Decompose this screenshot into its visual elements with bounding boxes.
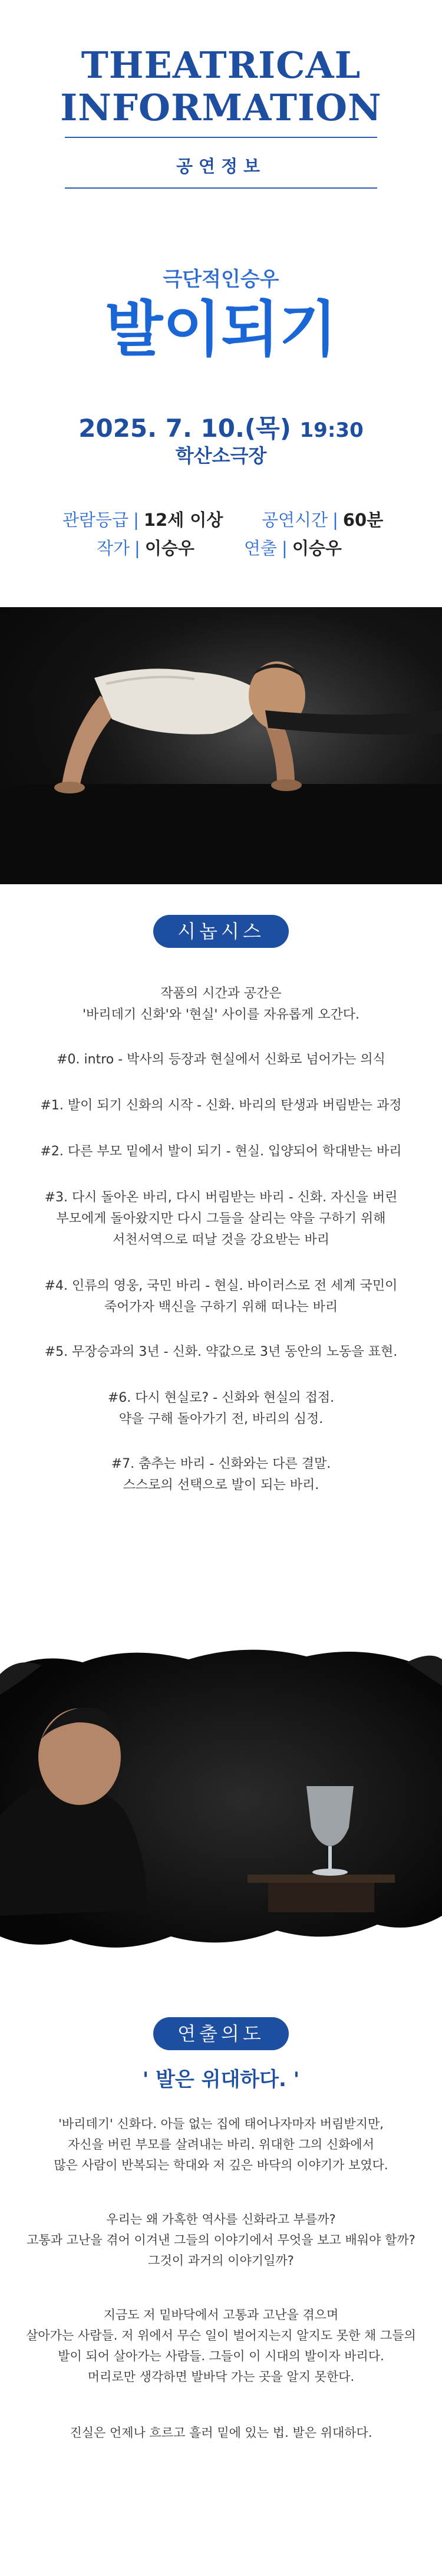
synopsis-line: 스스로의 선택으로 발이 되는 바리. — [123, 1478, 319, 1493]
synopsis-line: #5. 무장승과의 3년 - 신화. 약값으로 3년 동안의 노동을 표현. — [44, 1345, 398, 1359]
synopsis-line: #7. 춤추는 바리 - 신화와는 다른 결말. — [111, 1457, 331, 1471]
synopsis-line: 약을 구해 돌아가기 전, 바리의 심정. — [118, 1412, 324, 1427]
direction-paragraph-3 — [0, 2305, 442, 2387]
runtime-value: 60분 — [342, 510, 384, 530]
synopsis-line: '바리데기 신화'와 '현실' 사이를 자유롭게 오간다. — [83, 1007, 359, 1022]
synopsis-scene-5 — [0, 1342, 442, 1363]
direction-line: 발이 되어 살아가는 사람들. 그들이 이 시대의 발이자 바리다. — [58, 2349, 384, 2363]
direction-line: 머리로만 생각하면 발바닥 가는 곳을 알지 못한다. — [87, 2370, 355, 2384]
synopsis-scene-7 — [0, 1454, 442, 1496]
direction-line: 우리는 왜 가혹한 역사를 신화라고 부를까? — [106, 2212, 336, 2226]
synopsis-heading: 시놉시스 — [153, 915, 289, 948]
divider-bottom — [65, 187, 377, 189]
direction-line: 많은 사람이 반복되는 학대와 저 깊은 바닥의 이야기가 보였다. — [54, 2158, 388, 2172]
direction-paragraph-2 — [0, 2209, 442, 2271]
runtime — [262, 507, 383, 531]
troupe-name: 극단적인승우 — [163, 268, 279, 291]
age-rating — [62, 507, 223, 531]
heading-information: INFORMATION — [60, 86, 382, 129]
synopsis-line: #3. 다시 돌아온 바리, 다시 버림받는 바리 - 신화. 자신을 버린 — [44, 1190, 398, 1205]
synopsis-line: #6. 다시 현실로? - 신화와 현실의 접점. — [107, 1391, 335, 1405]
direction-line: 고통과 고난을 겪어 이겨낸 그들의 이야기에서 무엇을 보고 배워야 할까? — [27, 2233, 415, 2247]
synopsis-line: 서천서역으로 떠날 것을 강요받는 바리 — [112, 1233, 329, 1247]
synopsis-scene-3 — [0, 1187, 442, 1251]
synopsis-line: 부모에게 돌아왔지만 다시 그들을 살리는 약을 구하기 위해 — [56, 1211, 386, 1226]
synopsis-line: 작품의 시간과 공간은 — [160, 986, 282, 1001]
time-text: 19:30 — [299, 419, 364, 442]
synopsis-line: #2. 다른 부모 밑에서 발이 되기 - 현실. 입양되어 학대받는 바리 — [40, 1144, 402, 1159]
performance-date — [0, 409, 442, 444]
play-title: 발이되기 — [104, 295, 338, 365]
direction-line: '바리데기' 신화다. 아들 없는 집에 태어나자마자 버림받지만, — [58, 2117, 384, 2131]
director-value: 이승우 — [292, 538, 342, 558]
synopsis-scene-4 — [0, 1276, 442, 1318]
synopsis-line: #0. intro - 박사의 등장과 현실에서 신화로 넘어가는 의식 — [57, 1052, 385, 1067]
heading-subtitle: 공연정보 — [176, 156, 266, 176]
stage-photo-pushup — [0, 607, 442, 884]
direction-paragraph-4 — [0, 2423, 442, 2443]
heading-theatrical: THEATRICAL — [81, 44, 361, 87]
runtime-label: 공연시간 — [262, 510, 328, 530]
synopsis-scene-6 — [0, 1388, 442, 1430]
separator: | — [134, 538, 140, 558]
direction-line: 진실은 언제나 흐르고 흘러 밑에 있는 법. 발은 위대하다. — [70, 2426, 372, 2440]
divider-top — [65, 137, 377, 138]
stage-photo-glass — [0, 1639, 442, 1981]
separator: | — [332, 510, 338, 530]
date-text: 2025. 7. 10.(목) — [78, 414, 291, 443]
synopsis-line: #4. 인류의 영웅, 국민 바리 - 현실. 바이러스로 전 세계 국민이 — [44, 1279, 398, 1293]
venue: 학산소극장 — [175, 444, 267, 467]
direction-line: 살아가는 사람들. 저 위에서 무슨 일이 벌어지는지 알지도 못한 채 그들의 — [26, 2328, 416, 2343]
writer-value: 이승우 — [144, 538, 194, 558]
performer-glass-illustration — [0, 1639, 442, 1981]
direction-line: 지금도 저 밑바닥에서 고통과 고난을 겪으며 — [103, 2308, 339, 2322]
synopsis-scene-2 — [0, 1141, 442, 1162]
separator: | — [282, 538, 288, 558]
age-rating-value: 12세 이상 — [143, 510, 223, 530]
writer-label: 작가 — [97, 538, 130, 558]
direction-paragraph-1 — [0, 2114, 442, 2176]
synopsis-scene-0 — [0, 1049, 442, 1070]
director — [244, 535, 342, 559]
separator: | — [133, 510, 139, 530]
age-rating-label: 관람등급 — [62, 510, 129, 530]
synopsis-line: 죽어가자 백신을 구하기 위해 떠나는 바리 — [104, 1300, 338, 1315]
direction-heading: 연출의도 — [153, 2017, 289, 2050]
synopsis-scene-1 — [0, 1095, 442, 1116]
direction-line: 자신을 버린 부모를 살려내는 바리. 위대한 그의 신화에서 — [68, 2137, 374, 2152]
director-label: 연출 — [244, 538, 278, 558]
synopsis-line: #1. 발이 되기 신화의 시작 - 신화. 바리의 탄생과 버림받는 과정 — [40, 1098, 402, 1113]
direction-quote: ' 발은 위대하다. ' — [142, 2068, 300, 2091]
writer — [97, 535, 194, 559]
synopsis-intro — [0, 983, 442, 1026]
direction-line: 그것이 과거의 이야기일까? — [148, 2254, 294, 2268]
performer-pushup-illustration — [0, 607, 442, 884]
performance-info-section — [0, 0, 442, 607]
